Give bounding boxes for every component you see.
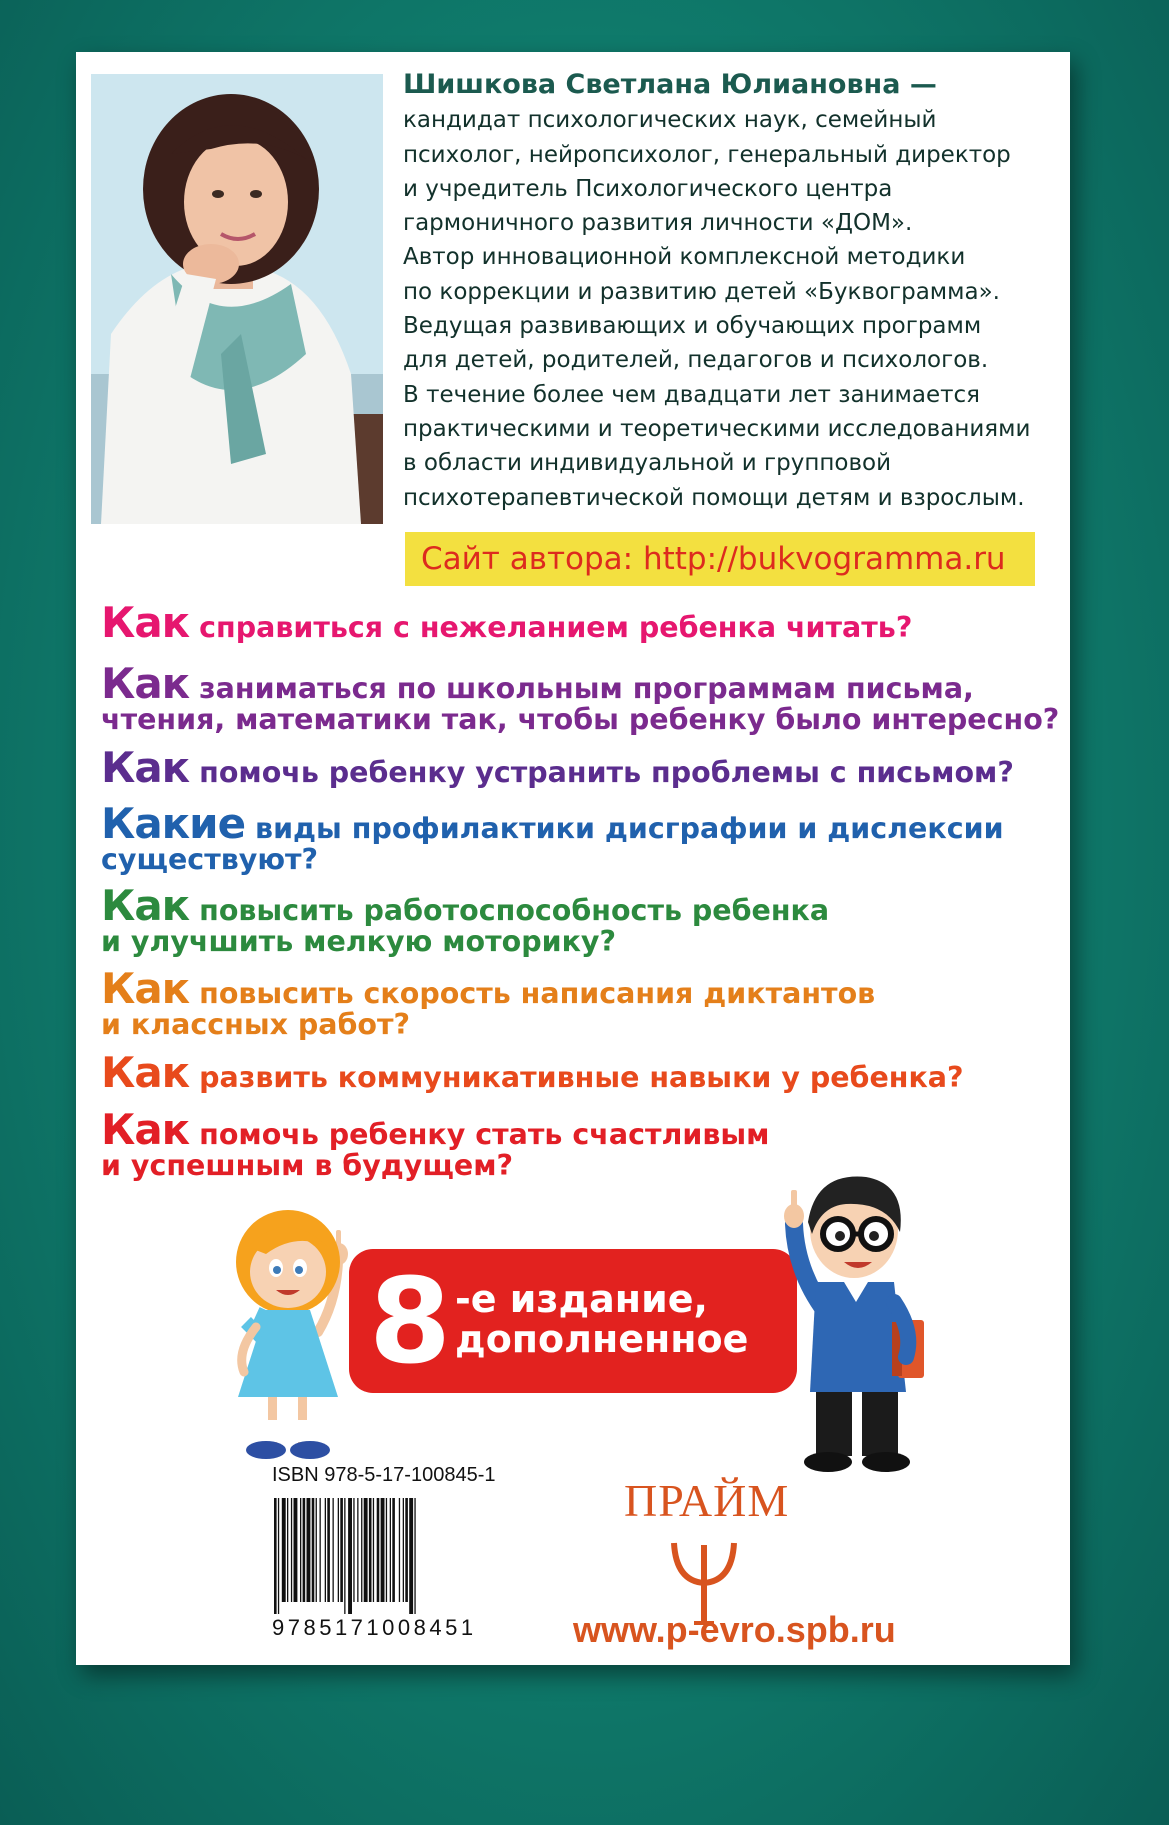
author-site-banner[interactable]: Сайт автора: http://bukvogramma.ru — [405, 532, 1035, 586]
barcode-bar — [357, 1498, 358, 1602]
question-text: и классных работ? — [101, 1008, 411, 1041]
bio-line: в области индивидуальной и групповой — [403, 450, 892, 477]
barcode-bar — [361, 1498, 362, 1602]
isbn-label: ISBN 978-5-17-100845-1 — [272, 1464, 496, 1486]
barcode-bar — [327, 1498, 330, 1602]
question-4 — [101, 799, 1004, 876]
question-keyword: Как — [101, 598, 190, 647]
edition-badge — [349, 1249, 797, 1393]
question-keyword: Как — [101, 1105, 190, 1154]
question-5 — [101, 881, 830, 958]
bio-line: для детей, родителей, педагогов и психологов. — [403, 347, 989, 374]
question-text: помочь ребенку устранить проблемы с письмом? — [199, 756, 1014, 789]
question-text: чтения, математики так, чтобы ребенку было интересно? — [101, 703, 1060, 736]
barcode-bar — [287, 1498, 288, 1602]
barcode-digits: 9785171008451 — [272, 1615, 477, 1640]
question-keyword: Как — [101, 1048, 190, 1097]
question-text: и успешным в будущем? — [101, 1149, 514, 1182]
question-text: и улучшить мелкую моторику? — [101, 925, 617, 958]
barcode-bar — [320, 1498, 321, 1602]
bio-line: Автор инновационной комплексной методики — [403, 244, 966, 271]
barcode-bar — [377, 1498, 380, 1602]
bio-line: и учредитель Психологического центра — [403, 175, 893, 202]
bio-line: психотерапевтической помощи детям и взрослым. — [403, 484, 1025, 511]
barcode-bar — [353, 1498, 354, 1602]
barcode-bar — [303, 1498, 306, 1602]
author-bio: Шишкова Светлана Юлиановна — кандидат психологических наук, семейный психолог, нейропсихолог, генеральный директор и учредитель Психологического центра гармоничного развития личности «ДОМ». Автор инновационной комплексной методики по коррекции и развитию детей «Буквограмма». Ведущая развивающих и обучающих программ для детей, родителей, педагогов и психологов. В течение более чем двадцати лет занимается практическими и теоретическими исследованиями в области индивидуальной и групповой психотерапевтической помощи детям и взрослым. — [403, 68, 1063, 515]
barcode-bar — [403, 1498, 404, 1602]
barcode-bar — [316, 1498, 317, 1602]
question-keyword: Как — [101, 659, 190, 708]
question-text: существуют? — [101, 843, 319, 876]
question-keyword: Какие — [101, 799, 246, 848]
barcode-bar — [325, 1498, 326, 1602]
barcode-bar — [282, 1498, 286, 1602]
barcode-bar — [373, 1498, 374, 1602]
bio-line: практическими и теоретическими исследованиями — [403, 415, 1031, 442]
bio-line: В течение более чем двадцати лет занимается — [403, 381, 980, 408]
barcode-bar — [312, 1498, 315, 1602]
barcode-bar — [348, 1498, 352, 1614]
barcode-bar — [338, 1498, 339, 1602]
barcode-bar — [381, 1498, 385, 1602]
barcode-bar — [405, 1498, 408, 1602]
question-keyword: Как — [101, 964, 190, 1013]
question-text: справиться с нежеланием ребенка читать? — [199, 611, 913, 644]
barcode — [274, 1498, 499, 1614]
barcode-bar — [300, 1498, 301, 1602]
question-text: виды профилактики дисграфии и дислексии — [255, 812, 1004, 845]
question-keyword: Как — [101, 881, 190, 930]
barcode-bar — [307, 1498, 311, 1602]
bio-line: кандидат психологических наук, семейный — [403, 107, 937, 134]
publisher-logo-text: ПРАЙМ — [624, 1475, 790, 1526]
bio-line: гармоничного развития личности «ДОМ». — [403, 210, 913, 237]
author-name: Шишкова Светлана Юлиановна — [403, 69, 901, 100]
barcode-bar — [274, 1498, 277, 1614]
barcode-bar — [399, 1498, 400, 1602]
barcode-bar — [333, 1498, 334, 1602]
question-text: заниматься по школьным программам письма, — [199, 672, 974, 705]
question-text: развить коммуникативные навыки у ребенка? — [199, 1061, 964, 1094]
boy-cartoon-illustration — [766, 1162, 956, 1482]
barcode-bar — [392, 1498, 395, 1602]
barcode-bar — [390, 1498, 391, 1602]
question-text: повысить скорость написания диктантов — [199, 977, 876, 1010]
question-6 — [101, 964, 876, 1041]
question-text: повысить работоспособность ребенка — [199, 894, 830, 927]
bio-line: психолог, нейропсихолог, генеральный директор — [403, 141, 1011, 168]
bio-line: по коррекции и развитию детей «Буквограмма». — [403, 278, 1000, 305]
question-3 — [101, 743, 1014, 792]
question-8 — [101, 1105, 770, 1182]
book-back-cover — [76, 52, 1070, 1665]
question-1 — [101, 598, 913, 647]
girl-cartoon-illustration — [226, 1192, 366, 1482]
question-keyword: Как — [101, 743, 190, 792]
barcode-bar — [364, 1498, 368, 1602]
question-2 — [101, 659, 1060, 736]
edition-label: -е издание, дополненное — [455, 1277, 749, 1361]
barcode-bar — [386, 1498, 387, 1602]
question-7 — [101, 1048, 964, 1097]
publisher-url[interactable]: www.p-evro.spb.ru — [573, 1609, 896, 1650]
barcode-bar — [278, 1498, 279, 1614]
bio-line: Ведущая развивающих и обучающих программ — [403, 313, 982, 340]
barcode-bar — [294, 1498, 298, 1602]
barcode-bar — [344, 1498, 345, 1614]
barcode-bar — [369, 1498, 372, 1602]
barcode-bar — [409, 1498, 413, 1614]
question-text: помочь ребенку стать счастливым — [199, 1118, 770, 1151]
barcode-bar — [340, 1498, 343, 1602]
barcode-bar — [291, 1498, 292, 1602]
barcode-bar — [414, 1498, 415, 1614]
edition-number: 8 — [369, 1252, 449, 1390]
author-photo — [91, 74, 383, 524]
